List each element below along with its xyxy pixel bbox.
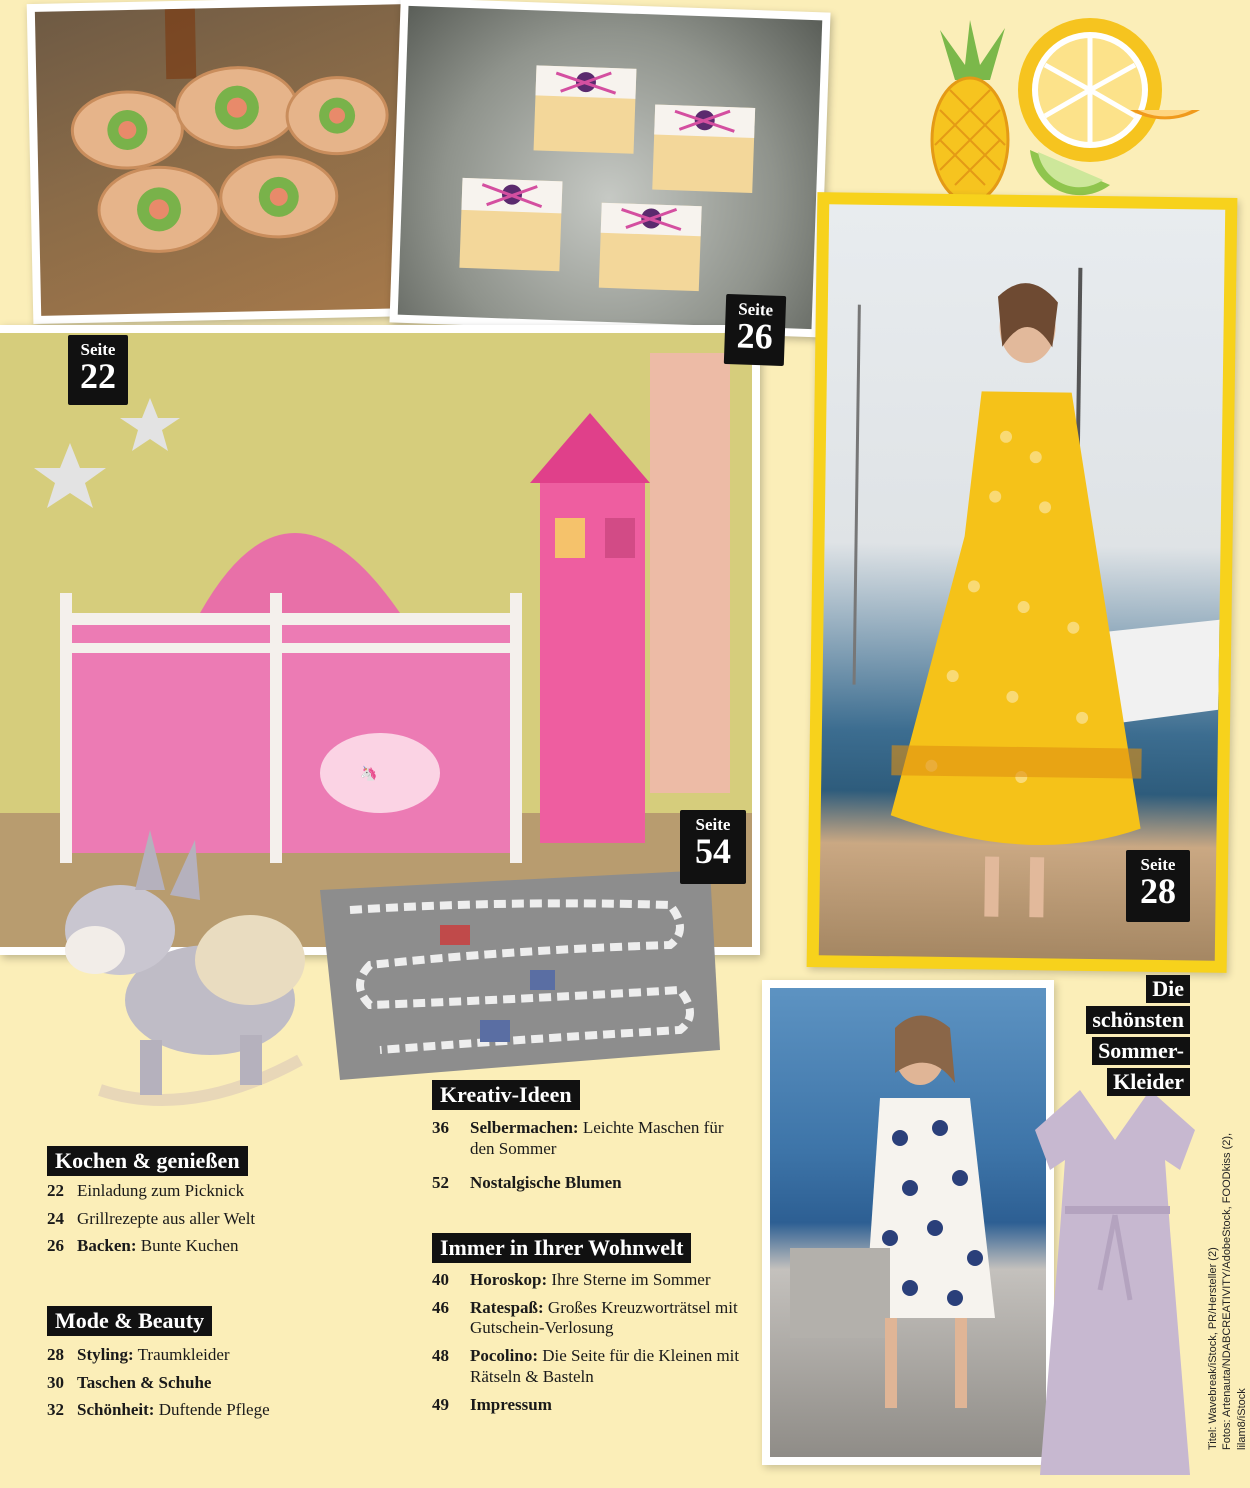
toc-text: Leichte Maschen für den Sommer: [470, 1118, 724, 1158]
cakes-illustration: [398, 6, 823, 329]
section-title-wohnwelt: Immer in Ihrer Wohnwelt: [432, 1233, 691, 1263]
toc-page: 24: [47, 1208, 64, 1228]
credits-line-2: Fotos: Artenauta/NDABCREATIVITY/AdobeStock, FOODkiss (2), lilam8/iStock: [1221, 1132, 1248, 1450]
photo-picnic-wraps: [27, 0, 419, 324]
toc-item[interactable]: [432, 1173, 752, 1194]
toc-text: Traumkleider: [137, 1345, 230, 1364]
toc-text: Großes Kreuzworträtsel mit Gutschein-Verlosung: [470, 1297, 738, 1338]
toc-page: 32: [47, 1400, 64, 1420]
badge-word: Seite: [1140, 855, 1176, 874]
toc-keyword: Styling:: [77, 1345, 134, 1364]
toc-keyword: Selbermachen:: [470, 1118, 579, 1137]
kleider-line: Die: [1146, 975, 1190, 1003]
toc-page: 46: [432, 1297, 449, 1317]
toc-kochen: [47, 1181, 377, 1264]
toc-page: 28: [47, 1345, 64, 1364]
toc-item[interactable]: [47, 1181, 377, 1202]
badge-number: 22: [80, 356, 116, 396]
toc-text: Grillrezepte aus aller Welt: [77, 1208, 256, 1228]
toc-item[interactable]: [432, 1118, 752, 1159]
toc-text: Einladung zum Picknick: [77, 1181, 245, 1200]
section-title-kreativ: Kreativ-Ideen: [432, 1080, 580, 1110]
section-title-mode: Mode & Beauty: [47, 1306, 212, 1336]
badge-number: 54: [695, 831, 731, 871]
rocking-donkey-illustration: [40, 820, 330, 1120]
toc-kreativ: [432, 1118, 752, 1201]
toc-item[interactable]: [432, 1395, 762, 1416]
toc-item[interactable]: [47, 1209, 377, 1230]
photo-polka-dress: [762, 980, 1054, 1465]
toc-page: 26: [47, 1236, 64, 1256]
section-title-kochen: Kochen & genießen: [47, 1146, 248, 1176]
yellow-dress-illustration: [819, 204, 1225, 960]
page-badge-54[interactable]: [680, 810, 746, 884]
page-badge-28[interactable]: [1126, 850, 1190, 922]
page-badge-22[interactable]: [68, 335, 128, 405]
toc-wohnwelt: [432, 1270, 762, 1422]
toc-item[interactable]: [432, 1346, 762, 1387]
toc-page: 48: [432, 1346, 449, 1366]
badge-word: Seite: [80, 340, 116, 359]
lemon-slice-icon: [1018, 18, 1162, 162]
toc-mode: [47, 1345, 377, 1428]
toc-text: Ihre Sterne im Sommer: [551, 1270, 711, 1289]
rug-illustration: [310, 870, 730, 1080]
toc-text: Die Seite für die Kleinen mit Rätseln & Basteln: [470, 1346, 740, 1386]
toc-page: 52: [432, 1173, 449, 1193]
toc-text: Taschen & Schuhe: [77, 1372, 212, 1392]
toc-page: 49: [432, 1394, 449, 1414]
toc-keyword: Horoskop:: [470, 1270, 548, 1289]
toc-page: 22: [47, 1181, 64, 1200]
polka-dress-illustration: [770, 988, 1046, 1457]
toc-keyword: Schönheit:: [77, 1400, 155, 1420]
badge-number: 26: [736, 315, 774, 357]
page-badge-26[interactable]: [724, 294, 786, 366]
toc-text: Bunte Kuchen: [140, 1236, 239, 1256]
kleider-line: schönsten: [1086, 1006, 1190, 1034]
sommer-kleider-label: [1086, 975, 1190, 1099]
toc-keyword: Pocolino:: [470, 1346, 538, 1366]
badge-word: Seite: [695, 815, 731, 834]
toc-item[interactable]: [47, 1345, 377, 1366]
credits-line-1: Titel: Wavebreak/iStock, PR/Hersteller (2): [1207, 1247, 1219, 1450]
photo-credits: [1206, 1070, 1246, 1450]
kleider-line: Sommer-: [1092, 1037, 1190, 1065]
toc-item[interactable]: [432, 1298, 762, 1339]
toc-item[interactable]: [47, 1236, 377, 1257]
toc-item[interactable]: [47, 1373, 377, 1394]
toc-text: Impressum: [470, 1394, 552, 1414]
pineapple-icon: [932, 20, 1008, 202]
toc-keyword: Backen:: [77, 1236, 137, 1256]
wraps-illustration: [35, 4, 410, 316]
toc-page: 40: [432, 1270, 449, 1289]
toc-item[interactable]: [432, 1270, 762, 1291]
kleider-line: Kleider: [1107, 1068, 1190, 1096]
toc-keyword: Ratespaß:: [470, 1297, 544, 1317]
toc-page: 36: [432, 1118, 449, 1137]
toc-page: 30: [47, 1372, 64, 1392]
toc-text: Nostalgische Blumen: [470, 1173, 622, 1193]
lavender-dress-illustration: [1030, 1080, 1200, 1480]
toc-item[interactable]: [47, 1400, 377, 1421]
badge-number: 28: [1140, 871, 1176, 911]
toc-text: Duftende Pflege: [158, 1400, 270, 1420]
svg-text:🦄: 🦄: [360, 766, 378, 782]
badge-word: Seite: [737, 299, 774, 320]
fruit-illustration: [910, 10, 1210, 210]
photo-bunte-kuchen: [389, 0, 830, 337]
